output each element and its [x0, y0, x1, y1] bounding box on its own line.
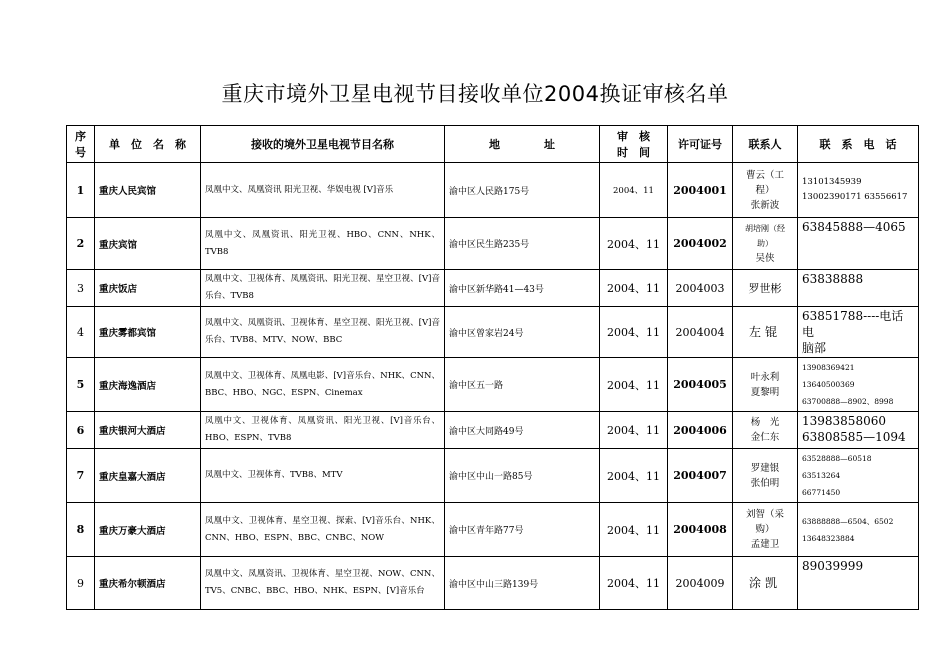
cell-license: 2004002	[668, 218, 733, 270]
cell-programs: 凤凰中文、凤凰资讯、卫视体育、星空卫视、NOW、CNN、TV5、CNBC、BBC、HBO、NHK、ESPN、[V]音乐台	[201, 557, 445, 610]
cell-license: 2004009	[668, 557, 733, 610]
cell-programs: 凤凰中文、卫视体育、星空卫视、探索、[V]音乐台、NHK、CNN、HBO、ESPN、BBC、CNBC、NOW	[201, 503, 445, 557]
cell-programs: 凤凰中文、卫视体育、凤凰资讯、阳光卫视、星空卫视、[V]音乐台、TVB8	[201, 270, 445, 307]
cell-license: 2004007	[668, 449, 733, 503]
contact-line: 刘智（采	[745, 509, 784, 520]
contact-line: 助）	[757, 239, 773, 248]
cell-address: 渝中区大同路49号	[445, 412, 600, 449]
cell-time: 2004、11	[600, 218, 668, 270]
contact-line: 罗世彬	[748, 281, 782, 295]
phone-line: 63700888—8902、8998	[802, 397, 894, 406]
contact-line: 杨 光	[750, 417, 780, 428]
cell-name: 重庆饭店	[95, 270, 201, 307]
cell-name: 重庆万豪大酒店	[95, 503, 201, 557]
contact-line: 程）	[755, 184, 775, 196]
contact-line: 张新波	[750, 199, 780, 211]
table-row	[67, 218, 919, 270]
cell-time: 2004、11	[600, 270, 668, 307]
table-row	[67, 163, 919, 218]
contact-line: 胡培刚（经	[745, 224, 785, 233]
cell-phone	[798, 218, 919, 270]
header-address: 地 址	[445, 126, 600, 163]
cell-contact	[733, 503, 798, 557]
cell-time: 2004、11	[600, 163, 668, 218]
cell-contact	[733, 218, 798, 270]
cell-phone	[798, 163, 919, 218]
cell-programs: 凤凰中文、卫视体育、凤凰资讯、阳光卫视、[V]音乐台、HBO、ESPN、TVB8	[201, 412, 445, 449]
cell-no: 6	[67, 412, 95, 449]
phone-line: 63851788----电话电	[802, 309, 904, 339]
cell-time: 2004、11	[600, 449, 668, 503]
cell-name: 重庆雾都宾馆	[95, 307, 201, 358]
cell-address: 渝中区中山三路139号	[445, 557, 600, 610]
cell-phone	[798, 412, 919, 449]
phone-line: 13101345939	[802, 177, 862, 187]
contact-line: 购）	[755, 524, 775, 535]
cell-address: 渝中区人民路175号	[445, 163, 600, 218]
page-title: 重庆市境外卫星电视节目接收单位2004换证审核名单	[221, 82, 729, 106]
cell-name: 重庆海逸酒店	[95, 358, 201, 412]
cell-no: 8	[67, 503, 95, 557]
cell-address: 渝中区中山一路85号	[445, 449, 600, 503]
cell-license: 2004004	[668, 307, 733, 358]
table-row	[67, 270, 919, 307]
phone-line: 89039999	[802, 559, 864, 573]
cell-name: 重庆宾馆	[95, 218, 201, 270]
cell-name: 重庆银河大酒店	[95, 412, 201, 449]
cell-license: 2004003	[668, 270, 733, 307]
header-phone: 联 系 电 话	[798, 126, 919, 163]
cell-no: 9	[67, 557, 95, 610]
cell-programs: 凤凰中文、卫视体育、凤凰电影、[V]音乐台、NHK、CNN、BBC、HBO、NGC、ESPN、Cinemax	[201, 358, 445, 412]
contact-line: 张伯明	[750, 477, 780, 489]
contact-line: 曹云（工	[745, 169, 784, 181]
contact-line: 金仁东	[750, 432, 780, 443]
cell-programs: 凤凰中文、卫视体育、TVB8、MTV	[201, 449, 445, 503]
cell-contact	[733, 449, 798, 503]
cell-phone	[798, 503, 919, 557]
contact-line: 叶永利	[750, 371, 780, 383]
cell-contact	[733, 163, 798, 218]
contact-line: 夏黎明	[750, 386, 780, 398]
cell-no: 2	[67, 218, 95, 270]
cell-no: 1	[67, 163, 95, 218]
phone-line: 63528888—60518	[802, 454, 872, 463]
cell-name: 重庆希尔顿酒店	[95, 557, 201, 610]
cell-time: 2004、11	[600, 307, 668, 358]
cell-phone	[798, 270, 919, 307]
cell-phone	[798, 307, 919, 358]
cell-no: 4	[67, 307, 95, 358]
table-row	[67, 557, 919, 610]
cell-contact	[733, 307, 798, 358]
table-row	[67, 307, 919, 358]
header-time: 审 核 时 间	[600, 126, 668, 163]
phone-line: 13908369421	[802, 363, 855, 372]
cell-contact	[733, 270, 798, 307]
table-row	[67, 449, 919, 503]
phone-line: 63808585—1094	[802, 430, 906, 444]
cell-contact	[733, 557, 798, 610]
phone-line: 13002390171 63556617	[802, 192, 908, 202]
cell-time: 2004、11	[600, 412, 668, 449]
approval-roster-table	[66, 125, 919, 610]
table-row	[67, 358, 919, 412]
cell-programs: 凤凰中文、凤凰资讯 阳光卫视、华娱电视 [V]音乐	[201, 163, 445, 218]
cell-time: 2004、11	[600, 358, 668, 412]
phone-line: 13983858060	[802, 414, 886, 428]
cell-address: 渝中区五一路	[445, 358, 600, 412]
phone-line: 63513264	[802, 471, 841, 480]
cell-no: 3	[67, 270, 95, 307]
cell-time: 2004、11	[600, 503, 668, 557]
phone-line: 13640500369	[802, 380, 855, 389]
cell-license: 2004006	[668, 412, 733, 449]
phone-line: 63845888—4065	[802, 220, 906, 234]
cell-no: 7	[67, 449, 95, 503]
header-contact: 联系人	[733, 126, 798, 163]
contact-line: 罗建银	[750, 462, 780, 474]
cell-license: 2004008	[668, 503, 733, 557]
header-no: 序 号	[67, 126, 95, 163]
cell-name: 重庆皇嘉大酒店	[95, 449, 201, 503]
header-name: 单 位 名 称	[95, 126, 201, 163]
cell-programs: 凤凰中文、凤凰资讯、卫视体育、星空卫视、阳光卫视、[V]音乐台、TVB8、MTV、NOW、BBC	[201, 307, 445, 358]
table-row	[67, 503, 919, 557]
phone-line: 脑部	[802, 341, 827, 355]
cell-license: 2004005	[668, 358, 733, 412]
phone-line: 63888888—6504、6502	[802, 516, 894, 526]
table-row	[67, 412, 919, 449]
contact-line: 吴侠	[755, 253, 775, 264]
table-header-row	[67, 126, 919, 163]
cell-programs: 凤凰中文、凤凰资讯、阳光卫视、HBO、CNN、NHK、TVB8	[201, 218, 445, 270]
cell-contact	[733, 412, 798, 449]
cell-phone	[798, 557, 919, 610]
cell-license: 2004001	[668, 163, 733, 218]
cell-address: 渝中区民生路235号	[445, 218, 600, 270]
cell-phone	[798, 449, 919, 503]
cell-phone	[798, 358, 919, 412]
phone-line: 63838888	[802, 272, 864, 286]
cell-time: 2004、11	[600, 557, 668, 610]
contact-line: 涂凯	[748, 575, 781, 590]
cell-address: 渝中区曾家岩24号	[445, 307, 600, 358]
contact-line: 左锟	[748, 324, 781, 339]
cell-name: 重庆人民宾馆	[95, 163, 201, 218]
contact-line: 孟建卫	[750, 539, 780, 550]
phone-line: 66771450	[802, 488, 841, 497]
header-license: 许可证号	[668, 126, 733, 163]
header-programs: 接收的境外卫星电视节目名称	[201, 126, 445, 163]
cell-contact	[733, 358, 798, 412]
cell-address: 渝中区新华路41—43号	[445, 270, 600, 307]
cell-address: 渝中区青年路77号	[445, 503, 600, 557]
cell-no: 5	[67, 358, 95, 412]
phone-line: 13648323884	[802, 533, 855, 543]
